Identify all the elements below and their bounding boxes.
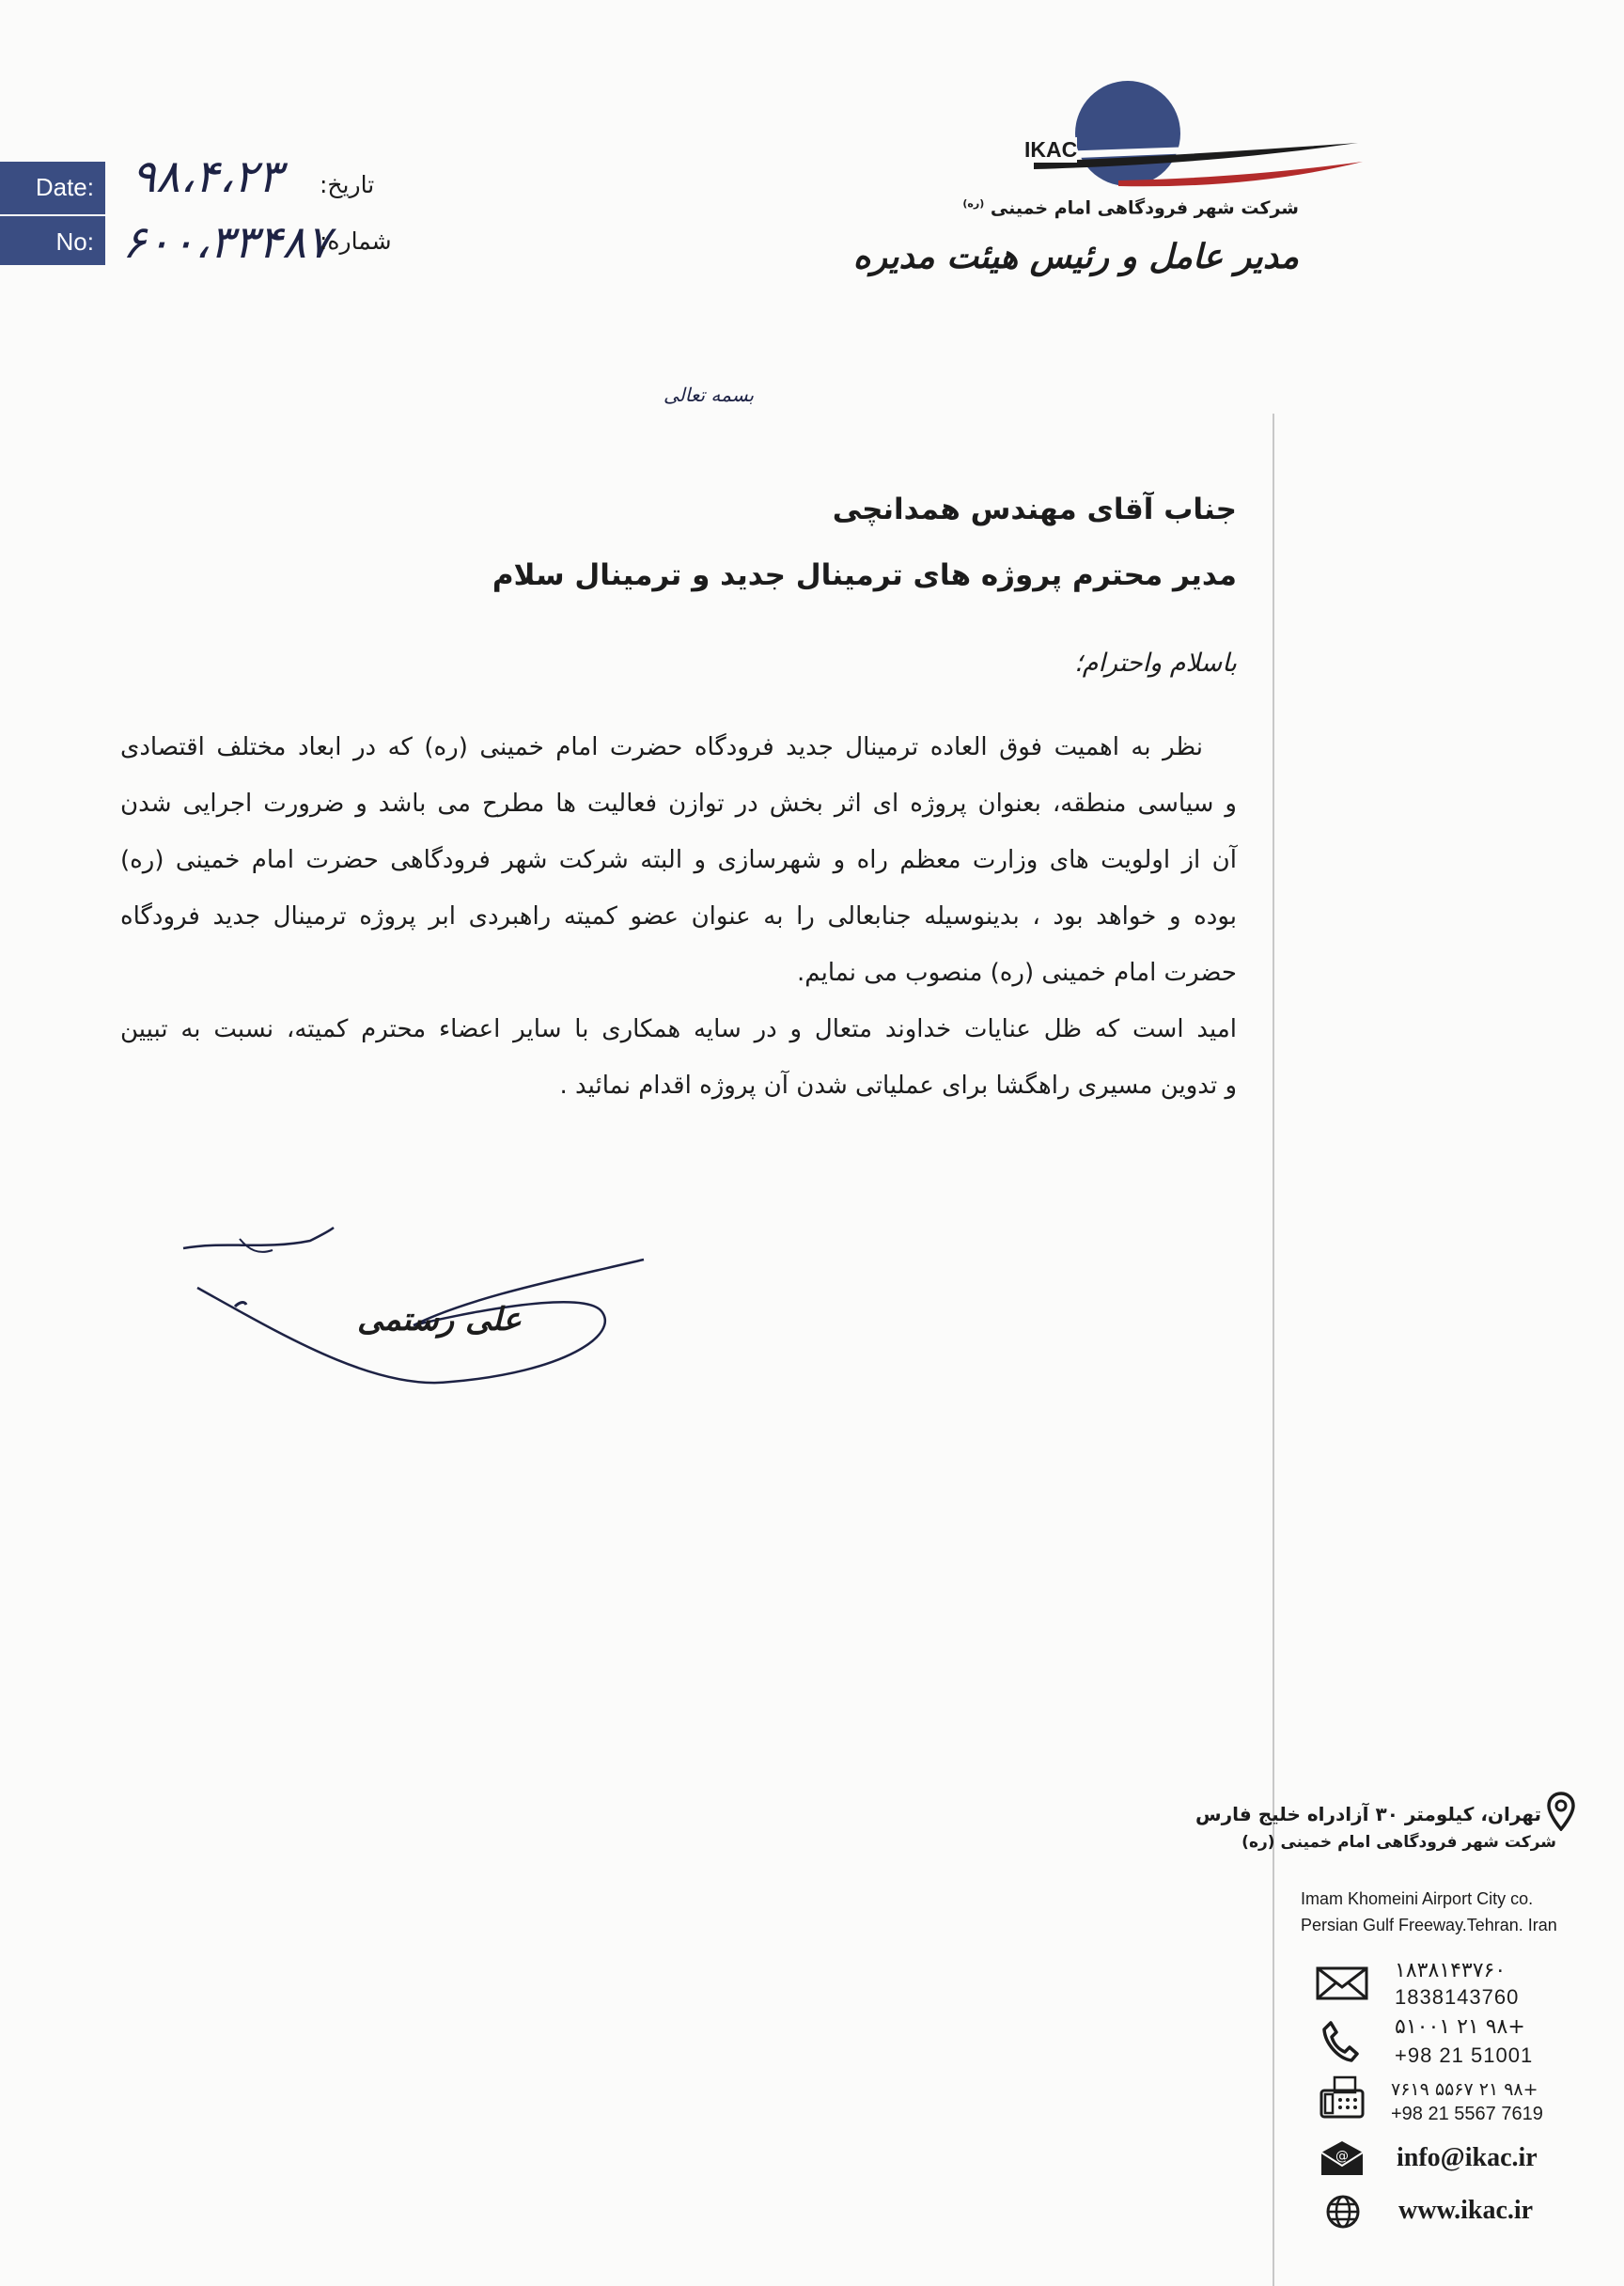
- margin-rule: [1273, 414, 1274, 2286]
- fax-icon: [1320, 2075, 1365, 2119]
- phone: +98 21 51001: [1395, 2043, 1534, 2067]
- body-line-2: و سیاسی منطقه، بعنوان پروژه ای اثر بخش در توازن فعالیت ها مطرح می باشد و ضرورت اجرایی شدن: [120, 790, 1237, 818]
- company-name-header: [962, 197, 1299, 218]
- recipient-name: جناب آقای مهندس همدانچی: [832, 493, 1237, 526]
- fax-fa: +۹۸ ۲۱ ۵۵۶۷ ۷۶۱۹: [1391, 2079, 1538, 2100]
- company-name-text: شرکت شهر فرودگاهی امام خمینی: [990, 197, 1299, 219]
- number-value: ۶۰۰،۳۳۴۸۷: [122, 216, 331, 269]
- mail-envelope-icon: [1316, 1966, 1368, 2000]
- date-label-en: Date:: [35, 173, 94, 201]
- date-value: ۹۸،۴،۲۳: [132, 150, 282, 203]
- phone-icon: [1321, 2019, 1359, 2062]
- email-icon: [1320, 2139, 1365, 2177]
- postal-code-fa: ۱۸۳۸۱۴۳۷۶۰: [1395, 1959, 1507, 1982]
- globe-icon: [1325, 2194, 1361, 2230]
- fax: +98 21 5567 7619: [1391, 2104, 1543, 2124]
- date-number-box: [0, 162, 105, 265]
- number-label-en: No:: [55, 227, 94, 256]
- location-pin-icon: [1547, 1792, 1575, 1831]
- body-line-1: نظر به اهمیت فوق العاده ترمینال جدید فرودگاه حضرت امام خمینی (ره) که در ابعاد مختلف اقتصادی: [120, 733, 1203, 761]
- website-address: www.ikac.ir: [1398, 2196, 1534, 2225]
- recipient-title: مدیر محترم پروژه های ترمینال جدید و ترمینال سلام: [492, 558, 1237, 592]
- invocation: بسمه تعالی: [664, 384, 755, 406]
- greeting: باسلام واحترام؛: [1074, 649, 1237, 678]
- company-name-mark: (ره): [962, 197, 985, 210]
- postal-code: 1838143760: [1395, 1985, 1520, 2009]
- svg-text:@: @: [1335, 2149, 1349, 2164]
- body-line-4: بوده و خواهد بود ، بدینوسیله جنابعالی را به عنوان عضو کمیته راهبردی ابر پروژه ترمینال جدید فرودگاه: [120, 902, 1237, 931]
- ikac-logo: [1015, 75, 1363, 207]
- phone-fa: +۹۸ ۲۱ ۵۱۰۰۱: [1395, 2015, 1525, 2039]
- logo-circle: [1075, 81, 1180, 186]
- footer-address-fa-2: شرکت شهر فرودگاهی امام خمینی (ره): [1241, 1833, 1556, 1852]
- date-box-divider: [0, 214, 105, 216]
- body-line-3: آن از اولویت های وزارت معظم راه و شهرسازی و البته شرکت شهر فرودگاهی حضرت امام خمینی (ره): [120, 846, 1237, 874]
- body-line-5: حضرت امام خمینی (ره) منصوب می نمایم.: [797, 959, 1237, 987]
- date-label-fa: تاریخ:: [320, 171, 375, 198]
- body-line-7: و تدوین مسیری راهگشا برای عملیاتی شدن آن پروژه اقدام نمائید .: [559, 1072, 1237, 1100]
- footer-address-fa-1: تهران، کیلومتر ۳۰ آزادراه خلیج فارس: [1195, 1803, 1541, 1825]
- signatory-name: علی رستمی: [357, 1301, 522, 1339]
- footer-address-en: Persian Gulf Freeway.Tehran. Iran: [1301, 1916, 1557, 1934]
- number-label-fa: شماره:: [320, 227, 392, 255]
- sender-title: مدیر عامل و رئیس هیئت مدیره: [852, 237, 1299, 276]
- body-line-6: امید است که ظل عنایات خداوند متعال و در سایه همکاری با سایر اعضاء محترم کمیته، نسبت به تبیین: [120, 1015, 1237, 1043]
- footer-company-en: Imam Khomeini Airport City co.: [1301, 1889, 1534, 1908]
- email-address: info@ikac.ir: [1397, 2143, 1538, 2172]
- logo-text: IKAC: [1024, 137, 1078, 162]
